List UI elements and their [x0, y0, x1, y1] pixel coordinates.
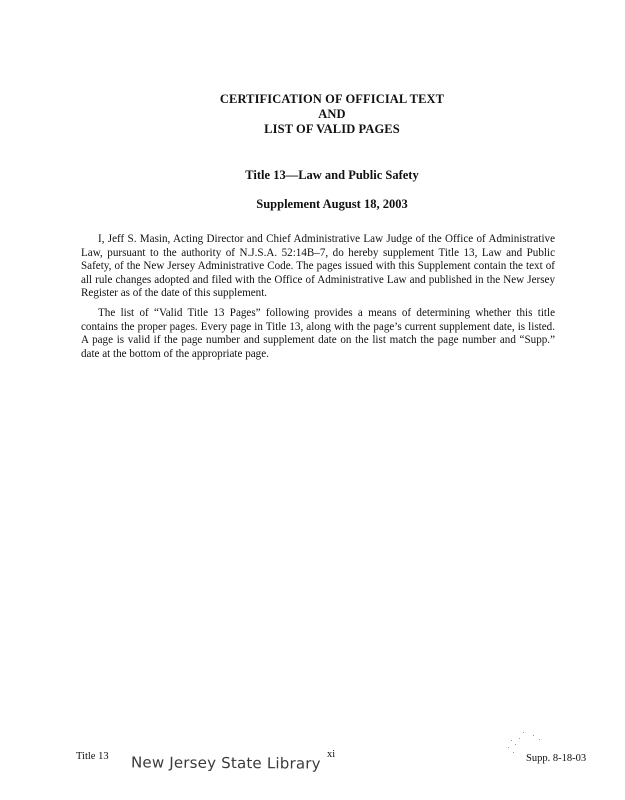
- certification-heading: [0, 92, 625, 137]
- heading-line-2: AND: [318, 107, 346, 121]
- valid-pages-paragraph: The list of “Valid Title 13 Pages” following provides a means of determining whether this title contains the proper pages. Every page in Title 13, along with the page’s current supplement date, is listed. A page is valid if the page number and supplement date on the list match the page number and “Supp.” date at the bottom of the appropriate page.: [81, 307, 555, 360]
- title-heading: Title 13—Law and Public Safety: [245, 168, 419, 182]
- footer-supp-date: Supp. 8-18-03: [526, 753, 587, 764]
- page-number: xi: [327, 749, 336, 760]
- heading-line-1: CERTIFICATION OF OFFICIAL TEXT: [219, 92, 445, 106]
- footer-title: Title 13: [76, 751, 109, 762]
- heading-line-3: LIST OF VALID PAGES: [264, 122, 400, 136]
- library-watermark: New Jersey State Library: [130, 753, 321, 773]
- certification-paragraph: I, Jeff S. Masin, Acting Director and Chief Administrative Law Judge of the Office of Administrative Law, pursuant to the authority of N.J.S.A. 52:14B–7, do hereby supplement Title 13, Law and Public Safety, of the New Jersey Administrative Code. The pages issued with this Supplement contain the text of all rule changes adopted and filed with the Office of Administrative Law and published in the New Jersey Register as of the date of this supplement.: [81, 233, 555, 300]
- supplement-date-heading: Supplement August 18, 2003: [256, 197, 408, 211]
